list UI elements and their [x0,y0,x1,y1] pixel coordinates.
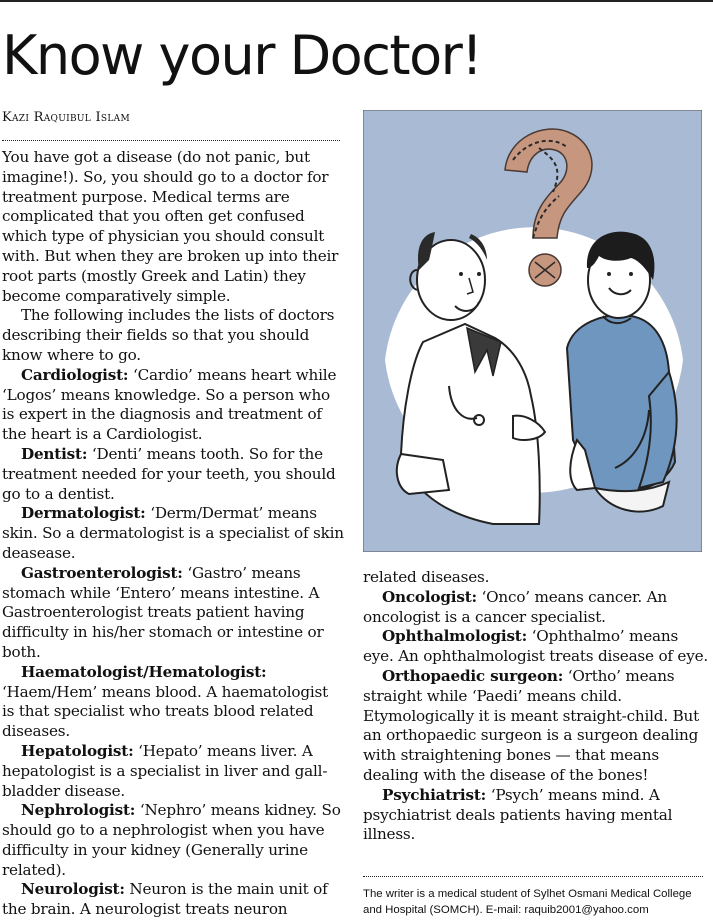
byline: Kazi Raquibul Islam [2,110,130,125]
definition-dermatologist: ‘Derm/Dermat’ means skin. So a dermatologist is a specialist of skin deasease. [2,504,344,562]
term-nephrologist: Nephrologist: [21,801,136,820]
entry-gastroenterologist [2,564,344,663]
entry-psychiatrist [363,786,708,845]
term-neurologist: Neurologist: [21,880,125,899]
definition-neurologist: Neuron is the main unit of the brain. A neurologist treats neuron [2,880,328,919]
footer-divider [363,876,703,877]
entry-hepatologist [2,742,344,801]
entry-cardiologist [2,366,344,445]
intro-paragraph-2: The following includes the lists of doctors describing their fields so that you should know where to go. [2,306,335,364]
term-ophthalmologist: Ophthalmologist: [382,627,528,646]
article-column-left [2,148,344,920]
term-oncologist: Oncologist: [382,587,477,606]
top-rule [0,0,713,2]
definition-nephrologist: ‘Nephro’ means kidney. So should go to a nephrologist when you have difficulty in your kidney (Generally urine related). [2,801,341,879]
definition-neurologist-cont: related diseases. [363,568,490,586]
term-haematologist: Haematologist/Hematologist: [21,662,267,681]
entry-neurologist [2,880,344,920]
definition-dentist: ‘Denti’ means tooth. So for the treatment needed for your teeth, you should go to a dentist. [2,444,336,503]
byline-divider [2,140,340,141]
definition-orthopaedic-surgeon: ‘Ortho’ means straight while ‘Paedi’ means child. Etymologically it is meant straight-child. But an orthopaedic surgeon is a surgeon dealing with straightening bones — that means dealing with the disease of the bones! [363,666,700,784]
definition-ophthalmologist: ‘Ophthalmo’ means eye. An ophthalmologist treats disease of eye. [363,627,709,666]
entry-oncologist [363,588,708,628]
term-hepatologist: Hepatologist: [21,741,134,760]
term-dentist: Dentist: [21,444,88,463]
entry-ophthalmologist [363,627,708,667]
entry-dermatologist [2,504,344,563]
term-dermatologist: Dermatologist: [21,504,146,523]
term-psychiatrist: Psychiatrist: [382,785,487,804]
doctor-patient-illustration [363,110,702,552]
article-title: Know your Doctor! [2,24,482,87]
entry-orthopaedic-surgeon [363,667,708,786]
definition-haematologist: ‘Haem/Hem’ means blood. A haematologist is that specialist who treats blood related diseases. [2,682,329,741]
definition-psychiatrist: ‘Psych’ means mind. A psychiatrist deals patients having mental illness. [363,785,673,844]
writer-note: The writer is a medical student of Sylhet Osmani Medical College and Hospital (SOMCH). E-mail: raquib2001@yahoo.com [363,888,692,916]
entry-dentist [2,445,344,504]
term-orthopaedic-surgeon: Orthopaedic surgeon: [382,666,564,685]
definition-oncologist: ‘Onco’ means cancer. An oncologist is a cancer specialist. [363,587,667,626]
intro-paragraph: You have got a disease (do not panic, but imagine!). So, you should go to a doctor for treatment purpose. Medical terms are complicated that you often get confused which type of physician you should consult with. But when they are broken up into their root parts (mostly Greek and Latin) they become comparatively simple. [2,148,339,305]
term-gastroenterologist: Gastroenterologist: [21,563,183,582]
definition-hepatologist: ‘Hepato’ means liver. A hepatologist is a specialist in liver and gall-bladder disease. [2,741,328,800]
definition-cardiologist: ‘Cardio’ means heart while ‘Logos’ means knowledge. So a person who is expert in the diagnosis and treatment of the heart is a Cardiologist. [2,365,337,444]
entry-haematologist [2,663,344,683]
definition-gastroenterologist: ‘Gastro’ means stomach while ‘Entero’ means intestine. A Gastroenterologist treats patient having difficulty in his/her stomach or intestine or both. [2,563,324,661]
article-column-right [363,568,708,845]
entry-nephrologist [2,801,344,880]
term-cardiologist: Cardiologist: [21,365,129,384]
